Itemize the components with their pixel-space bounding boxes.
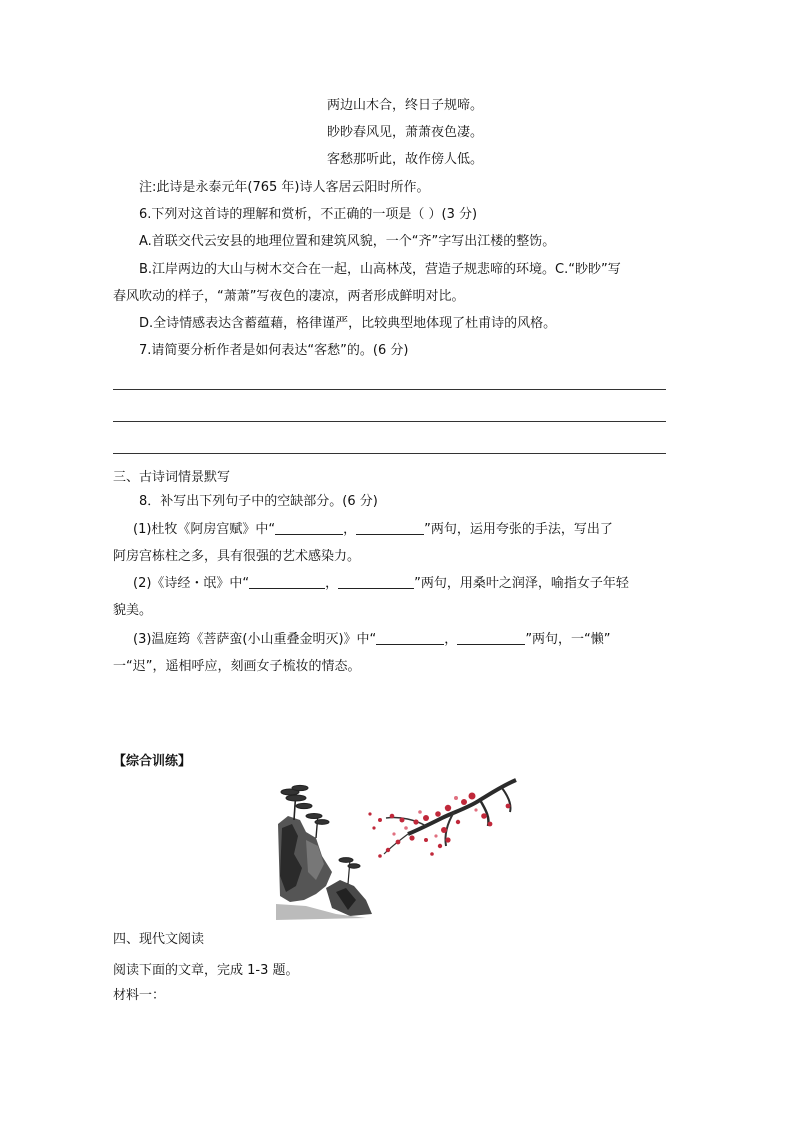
q8-item-1 xyxy=(133,520,613,540)
q8-item-3 xyxy=(133,630,611,650)
q6-option-b-line2[interactable]: 春风吹动的样子，“萧萧”写夜色的凄凉，两者形成鲜明对比。 xyxy=(113,289,465,304)
material-one-label: 材料一： xyxy=(113,988,166,1003)
q8-item-1-suffix: ”两句，运用夸张的手法，写出了 xyxy=(424,522,613,537)
q8-item-2 xyxy=(133,574,629,594)
training-header: 【综合训练】 xyxy=(113,754,192,769)
q8-item-3-comma: ， xyxy=(444,632,458,647)
q8-stem: 8．补写出下列句子中的空缺部分。(6 分) xyxy=(139,494,378,509)
q8-item-2-blank-b[interactable] xyxy=(338,574,414,589)
poem-note: 注:此诗是永泰元年(765 年)诗人客居云阳时所作。 xyxy=(139,180,430,195)
q8-item-1-comma: ， xyxy=(343,522,357,537)
section-3-title: 三、古诗词情景默写 xyxy=(113,470,231,485)
q8-item-3-line2: 一“迟”，遥相呼应，刻画女子梳妆的情态。 xyxy=(113,659,361,674)
q6-option-a[interactable]: A.首联交代云安县的地理位置和建筑风貌，一个“齐”字写出江楼的整饬。 xyxy=(139,234,556,249)
q8-item-3-suffix: ”两句，一“懒” xyxy=(525,632,611,647)
q6-stem: 6.下列对这首诗的理解和赏析，不正确的一项是（ ）(3 分) xyxy=(139,207,478,222)
answer-line-2[interactable] xyxy=(113,421,666,422)
section-4-instruction: 阅读下面的文章，完成 1-3 题。 xyxy=(113,963,299,978)
q8-item-1-blank-b[interactable] xyxy=(356,520,424,535)
q8-item-3-prefix: (3)温庭筠《菩萨蛮(小山重叠金明灭)》中“ xyxy=(133,632,377,647)
q8-item-1-prefix: (1)杜牧《阿房宫赋》中“ xyxy=(133,522,276,537)
q6-option-b-line1[interactable]: B.江岸两边的大山与树木交合在一起，山高林茂，营造子规悲啼的环境。C.“眇眇”写 xyxy=(139,262,621,277)
section-4-title: 四、现代文阅读 xyxy=(113,932,205,947)
q6-option-d[interactable]: D.全诗情感表达含蓄蕴藉，格律谨严，比较典型地体现了杜甫诗的风格。 xyxy=(139,316,557,331)
q8-item-2-comma: ， xyxy=(325,576,339,591)
q8-item-3-blank-b[interactable] xyxy=(457,630,525,645)
q8-item-2-line2: 貌美。 xyxy=(113,603,153,618)
q8-item-2-suffix: ”两句，用桑叶之润泽，喻指女子年轻 xyxy=(414,576,629,591)
q8-item-2-blank-a[interactable] xyxy=(249,574,325,589)
poem-line-2: 眇眇春风见，萧萧夜色凄。 xyxy=(327,125,484,140)
q8-item-1-blank-a[interactable] xyxy=(275,520,343,535)
q8-item-2-prefix: (2)《诗经・氓》中“ xyxy=(133,576,250,591)
poem-line-3: 客愁那听此，故作傍人低。 xyxy=(327,152,484,167)
answer-line-3[interactable] xyxy=(113,453,666,454)
plum-blossom-branch-icon xyxy=(368,780,516,858)
poem-line-1: 两边山木合，终日子规啼。 xyxy=(327,98,484,113)
ink-painting-illustration xyxy=(276,776,518,920)
q8-item-3-blank-a[interactable] xyxy=(376,630,444,645)
q8-item-1-line2: 阿房宫栋柱之多，具有很强的艺术感染力。 xyxy=(113,549,361,564)
answer-line-1[interactable] xyxy=(113,389,666,390)
q7-stem: 7.请简要分析作者是如何表达“客愁”的。(6 分) xyxy=(139,343,409,358)
